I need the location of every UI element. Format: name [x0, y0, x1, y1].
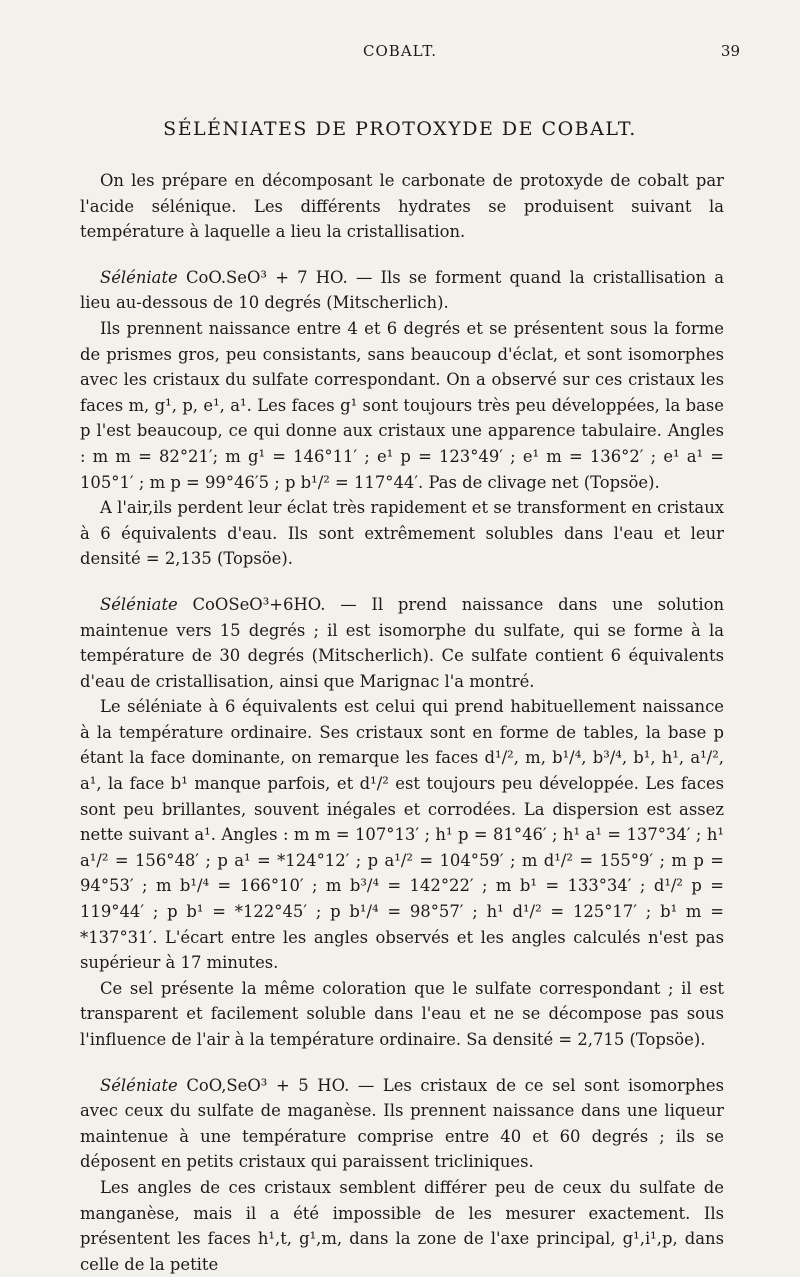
hydrate-5-paragraph	[80, 1073, 724, 1175]
hydrate-6-paragraph	[80, 592, 724, 694]
running-head	[0, 40, 800, 64]
hydrate-7-crystals: Ils prennent naissance entre 4 et 6 degrés et se présentent sous la forme de prismes gros, peu consistants, sans beaucoup d'éclat, et sont isomorphes avec les cristaux du sulfate correspondant. On a observé sur ces cristaux les faces m, g¹, p, e¹, a¹. Les faces g¹ sont toujours très peu développées, la base p l'est beaucoup, ce qui donne aux cristaux une apparence tabulaire. Angles : m m = 82°21′; m g¹ = 146°11′ ; e¹ p = 123°49′ ; e¹ m = 136°2′ ; e¹ a¹ = 105°1′ ; m p = 99°46′5 ; p b¹/² = 117°44′. Pas de clivage net (Topsöe).	[80, 318, 724, 492]
running-title: COBALT.	[363, 42, 437, 60]
hydrate-6-crystals: Le séléniate à 6 équivalents est celui qui prend habituellement naissance à la température ordinaire. Ses cristaux sont en forme de tables, la base p étant la face dominante, on remarque les faces d¹/², m, b¹/⁴, b³/⁴, b¹, h¹, a¹/², a¹, la face b¹ manque parfois, et d¹/² est toujours peu développée. Les faces sont peu brillantes, souvent inégales et corrodées. La dispersion est assez nette suivant a¹. Angles : m m = 107°13′ ; h¹ p = 81°46′ ; h¹ a¹ = 137°34′ ; h¹ a¹/² = 156°48′ ; p a¹ = *124°12′ ; p a¹/² = 104°59′ ; m d¹/² = 155°9′ ; m p = 94°53′ ; m b¹/⁴ = 166°10′ ; m b³/⁴ = 142°22′ ; m b¹ = 133°34′ ; d¹/² p = 119°44′ ; p b¹ = *122°45′ ; p b¹/⁴ = 98°57′ ; h¹ d¹/² = 125°17′ ; b¹ m = *137°31′. L'écart entre les angles observés et les angles calculés n'est pas supérieur à 17 minutes.	[80, 697, 724, 973]
hydrate-7-text: CoO.SeO³ + 7 HO. — Ils se forment quand la cristallisation a lieu au-dessous de 10 degrés (Mitscherlich).	[80, 267, 724, 313]
hydrate-5-text: CoO,SeO³ + 5 HO. — Les cristaux de ce sel sont isomorphes avec ceux du sulfate de maganèse. Ils prennent naissance dans une liqueur maintenue à une température comprise entre 40 et 60 degrés ; ils se déposent en petits cristaux qui paraissent tricliniques.	[80, 1075, 724, 1172]
page-number: 39	[720, 42, 740, 60]
section-title: SÉLÉNIATES DE PROTOXYDE DE COBALT.	[163, 118, 637, 140]
body-text	[80, 168, 724, 1277]
hydrate-6-label: Séléniate	[100, 594, 178, 614]
hydrate-7-label: Séléniate	[100, 267, 178, 287]
hydrate-5-angles: Les angles de ces cristaux semblent différer peu de ceux du sulfate de manganèse, mais il a été impossible de les mesurer exactement. Ils présentent les faces h¹,t, g¹,m, dans la zone de l'axe principal, g¹,i¹,p, dans celle de la petite	[80, 1177, 724, 1274]
hydrate-7-air: A l'air,ils perdent leur éclat très rapidement et se transforment en cristaux à 6 équivalents d'eau. Ils sont extrêmement solubles dans l'eau et leur densité = 2,135 (Topsöe).	[80, 498, 724, 569]
hydrate-7-paragraph	[80, 265, 724, 316]
hydrate-5-label: Séléniate	[100, 1075, 178, 1095]
hydrate-6-text: CoOSeO³+6HO. — Il prend naissance dans une solution maintenue vers 15 degrés ; il est isomorphe du sulfate, qui se forme à la température de 30 degrés (Mitscherlich). Ce sulfate contient 6 équivalents d'eau de cristallisation, ainsi que Marignac l'a montré.	[80, 594, 724, 691]
hydrate-6-properties: Ce sel présente la même coloration que le sulfate correspondant ; il est transparent et facilement soluble dans l'eau et ne se décompose pas sous l'influence de l'air à la température ordinaire. Sa densité = 2,715 (Topsöe).	[80, 978, 724, 1049]
intro-paragraph: On les prépare en décomposant le carbonate de protoxyde de cobalt par l'acide sélénique. Les différents hydrates se produisent suivant la température à laquelle a lieu la cristallisation.	[80, 171, 724, 242]
